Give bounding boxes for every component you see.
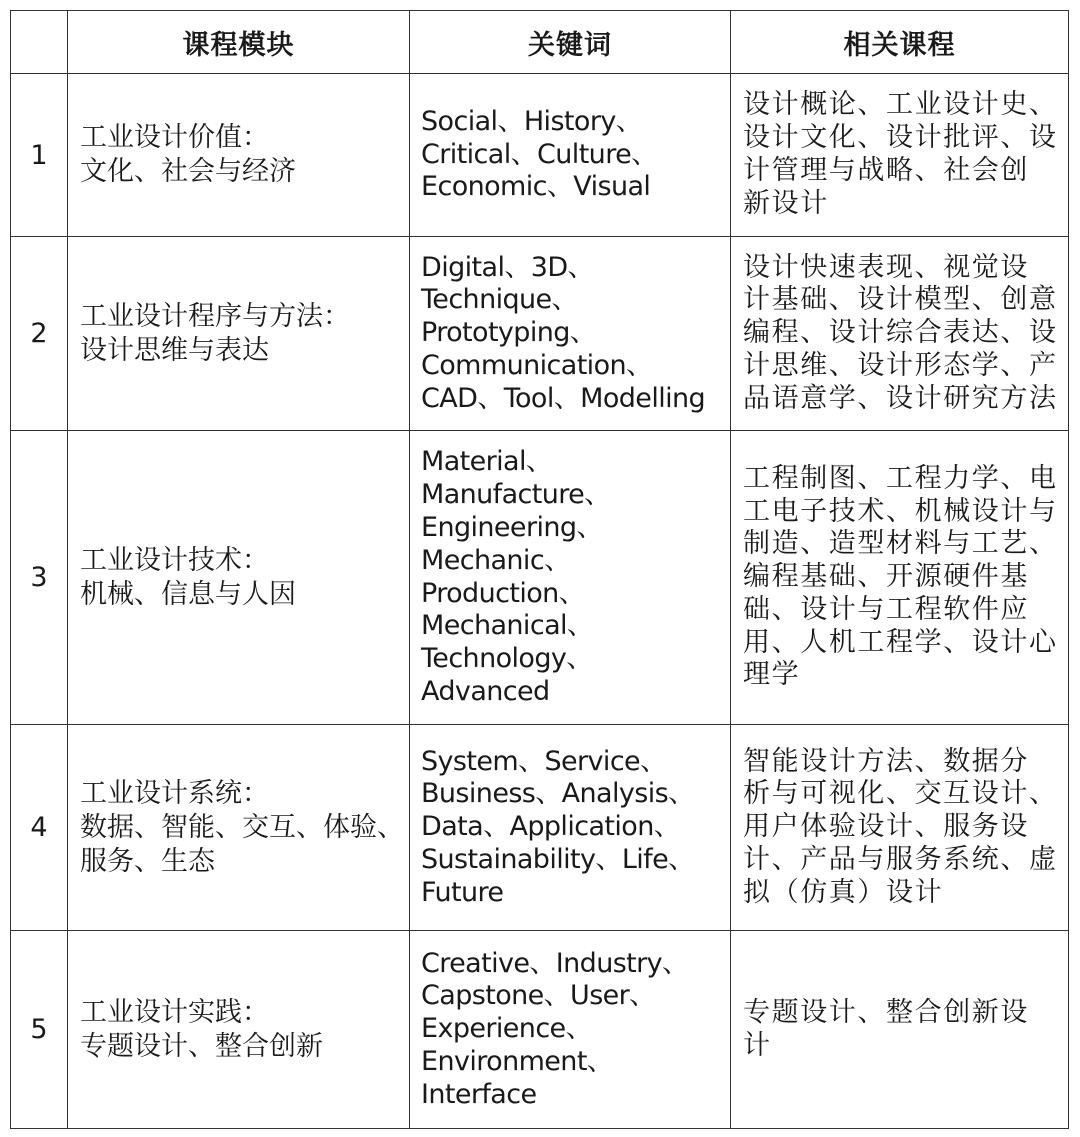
keywords-cell-line: Mechanic、 <box>421 544 571 576</box>
keywords-cell-line: Experience、 <box>421 1013 592 1045</box>
courses-cell-line: 析与可视化、交互设计、 <box>743 778 1058 810</box>
module-cell <box>68 431 410 725</box>
keywords-cell-line: Economic、Visual <box>421 171 651 203</box>
courses-cell <box>731 725 1069 931</box>
header-courses: 相关课程 <box>731 11 1069 74</box>
keywords-cell-line: Engineering、 <box>421 511 603 543</box>
courses-cell-line: 智能设计方法、数据分 <box>743 745 1029 777</box>
keywords-cell <box>410 237 731 431</box>
courses-cell <box>731 931 1069 1129</box>
keywords-cell-line: Environment、 <box>421 1045 614 1077</box>
keywords-cell-line: Technique、 <box>421 284 578 316</box>
module-cell-line: 工业设计技术： <box>80 544 269 576</box>
courses-cell-line: 设计文化、设计批评、设 <box>743 122 1058 154</box>
header-num <box>11 11 68 74</box>
row-number: 5 <box>11 931 68 1129</box>
curriculum-table-container <box>10 10 1069 1129</box>
courses-cell-line: 设计快速表现、视觉设 <box>743 251 1029 283</box>
header-module: 课程模块 <box>68 11 410 74</box>
keywords-cell-line: Creative、Industry、 <box>421 947 689 979</box>
courses-cell-line: 制造、造型材料与工艺、 <box>743 528 1058 560</box>
courses-cell-line: 计管理与战略、社会创 <box>743 155 1029 186</box>
module-cell-line: 机械、信息与人因 <box>80 578 296 610</box>
keywords-cell-line: Data、Application、 <box>421 811 681 843</box>
keywords-cell-line: Capstone、User、 <box>421 980 656 1012</box>
module-cell <box>68 725 410 931</box>
courses-cell-line: 工程制图、工程力学、电 <box>743 462 1058 494</box>
row-number: 3 <box>11 431 68 725</box>
module-cell-line: 数据、智能、交互、体验、 <box>80 811 404 843</box>
keywords-cell-line: Digital、3D、 <box>421 251 594 283</box>
row-number: 2 <box>11 237 68 431</box>
courses-cell-line: 计基础、设计模型、创意 <box>743 284 1058 316</box>
keywords-cell <box>410 931 731 1129</box>
keywords-cell <box>410 725 731 931</box>
table-row <box>11 725 1069 931</box>
keywords-cell-line: Technology、 <box>421 643 593 675</box>
module-cell-line: 工业设计程序与方法： <box>80 300 350 332</box>
keywords-cell-line: Sustainability、Life、 <box>421 843 695 875</box>
module-cell-line: 文化、社会与经济 <box>80 156 296 187</box>
keywords-cell-line: Social、History、 <box>421 105 643 137</box>
keywords-cell-line: CAD、Tool、Modelling <box>421 382 706 414</box>
courses-cell-line: 理学 <box>743 659 801 691</box>
keywords-cell <box>410 74 731 237</box>
table-row <box>11 74 1069 237</box>
keywords-cell-line: Mechanical、 <box>421 610 594 642</box>
module-cell-line: 服务、生态 <box>80 845 215 877</box>
courses-cell-line: 新设计 <box>743 187 829 219</box>
courses-cell-line: 工电子技术、机械设计与 <box>743 495 1058 527</box>
module-cell <box>68 237 410 431</box>
keywords-cell-line: Business、Analysis、 <box>421 778 695 810</box>
keywords-cell-line: Critical、Culture、 <box>421 138 658 170</box>
module-cell <box>68 931 410 1129</box>
keywords-cell-line: Manufacture、 <box>421 479 611 511</box>
keywords-cell-line: Material、 <box>421 446 553 478</box>
keywords-cell-line: Advanced <box>421 675 550 707</box>
keywords-cell-line: Communication、 <box>421 349 653 381</box>
module-cell-line: 工业设计系统： <box>80 777 269 809</box>
courses-cell <box>731 74 1069 237</box>
keywords-cell-line: Interface <box>421 1078 537 1110</box>
courses-cell-line: 计 <box>743 1029 772 1061</box>
table-row <box>11 431 1069 725</box>
table-row <box>11 237 1069 431</box>
courses-cell-line: 础、设计与工程软件应 <box>743 593 1029 625</box>
courses-cell-line: 编程、设计综合表达、设 <box>743 317 1058 349</box>
courses-cell-line: 专题设计、整合创新设 <box>743 996 1029 1028</box>
courses-cell-line: 品语意学、设计研究方法 <box>743 382 1058 414</box>
module-cell-line: 工业设计价值： <box>80 122 269 153</box>
courses-cell-line: 计思维、设计形态学、产 <box>743 349 1058 381</box>
header-row <box>11 11 1069 74</box>
header-keywords: 关键词 <box>410 11 731 74</box>
curriculum-table <box>10 10 1069 1129</box>
keywords-cell <box>410 431 731 725</box>
courses-cell-line: 用户体验设计、服务设 <box>743 811 1029 843</box>
table-row <box>11 931 1069 1129</box>
keywords-cell-line: Production、 <box>421 577 586 609</box>
courses-cell-line: 编程基础、开源硬件基 <box>743 561 1029 593</box>
keywords-cell-line: Prototyping、 <box>421 317 597 349</box>
module-cell-line: 工业设计实践： <box>80 996 269 1028</box>
row-number: 1 <box>11 74 68 237</box>
module-cell-line: 设计思维与表达 <box>80 334 269 366</box>
courses-cell-line: 用、人机工程学、设计心 <box>743 626 1058 658</box>
module-cell-line: 专题设计、整合创新 <box>80 1030 323 1062</box>
module-cell <box>68 74 410 237</box>
row-number: 4 <box>11 725 68 931</box>
courses-cell-line: 设计概论、工业设计史、 <box>743 89 1058 121</box>
keywords-cell-line: Future <box>421 876 504 908</box>
keywords-cell-line: System、Service、 <box>421 745 667 777</box>
courses-cell-line: 拟（仿真）设计 <box>743 876 944 908</box>
courses-cell-line: 计、产品与服务系统、虚 <box>743 843 1058 875</box>
courses-cell <box>731 431 1069 725</box>
courses-cell <box>731 237 1069 431</box>
